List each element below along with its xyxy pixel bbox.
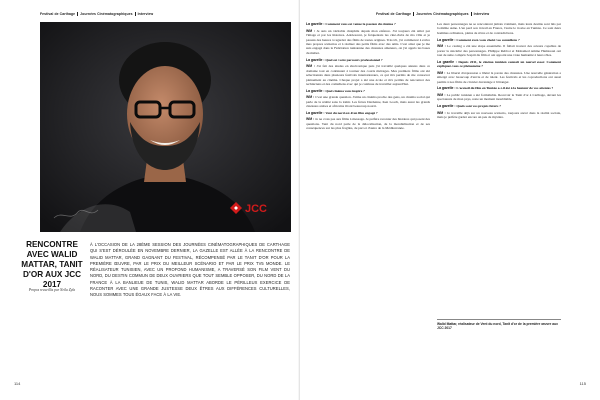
answer-text: Je suis un véritable cinéphile depuis mon enfance. J'ai toujours été attiré par l'image et par les histoires. Adolescent, je fréquentais les ciné-clubs de ma ville et je passais des heures à regarder des films de toutes origines. Très tôt, j'ai commencé à écrire mes propres scénarios et à réaliser des petits films avec des amis. C'est ainsi que je me suis engagé dans la Fédération tunisienne des cinéastes amateurs, où j'ai appris les bases du métier. (306, 28, 430, 55)
portrait-photo (40, 22, 291, 232)
article-headline: RENCONTRE AVEC WALID MATTAR, TANIT D'OR AUX JCC 2017 (21, 240, 83, 289)
question-text: Depuis 2011, le cinéma tunisien connaît un nouvel essor. Comment expliquez-vous ce phénomène ? (437, 59, 562, 69)
interview-question (306, 111, 430, 115)
interview-question (437, 38, 561, 42)
interview-question (306, 22, 430, 26)
interview-answer (437, 44, 561, 57)
question-speaker: La gazelle : (437, 37, 456, 42)
answer-text: Les deux personnages ne se rencontrent jamais vraiment, mais leurs destins sont liés par la même usine. L'un perd son travail en France, l'autre le trouve en Tunisie. Ce sont deux hommes ordinaires, pleins de rêves et de contradictions. (437, 22, 561, 35)
interview-question (306, 58, 430, 62)
answer-text: Le public tunisien a été formidable. Recevoir le Tanit d'or à Carthage, devant les spectateurs de mon pays, reste un moment inoubliable. (437, 93, 561, 102)
interview-question (437, 104, 561, 108)
question-text: Vent du nord est-il un film engagé ? (325, 110, 378, 115)
question-speaker: La gazelle : (437, 104, 456, 109)
running-head-main: Journées Cinématographiques (416, 12, 469, 16)
interview-answer (306, 95, 430, 108)
question-text: Comment avez-vous choisi vos comédiens ? (456, 37, 520, 42)
question-speaker: La gazelle : (437, 59, 457, 64)
question-text: Quel cinéma vous inspire ? (325, 88, 365, 93)
running-head-separator (135, 12, 136, 16)
question-text: Quels sont vos projets futurs ? (456, 104, 501, 109)
interview-answer (437, 22, 561, 35)
running-head-left (40, 12, 153, 16)
interview-answer (306, 64, 430, 86)
interview-answer (437, 111, 561, 120)
photo-caption: Walid Mattar, réalisateur de Vent du nord, Tanit d'or de la première œuvre aux JCC 2017 (437, 322, 558, 331)
article-byline: Propos recueillis par Neïla Zyla (28, 288, 76, 292)
interview-answer (437, 93, 561, 102)
answer-text: C'est une grande question. J'aime un cinéma proche des gens, un cinéma social qui parle de la réalité sans la trahir. Les frères Dardenne, Ken Loach, mais aussi les grands cinéastes arabes et africains m'ont beaucoup nourri. (306, 95, 430, 109)
jcc-logo-text: JCC (245, 203, 268, 215)
question-speaker: La gazelle : (306, 22, 325, 26)
interview-question (306, 89, 430, 93)
question-text: Comment vous est venue la passion du cinéma ? (325, 22, 396, 26)
interview-column-1 (306, 22, 430, 133)
answer-speaker: WM : (306, 28, 315, 33)
running-head-separator (413, 12, 414, 16)
interview-answer (306, 29, 430, 56)
answer-speaker: WM : (437, 110, 446, 115)
running-head-separator (77, 12, 78, 16)
portrait-illustration (40, 22, 291, 232)
answer-speaker: WM : (437, 93, 446, 98)
question-speaker: La gazelle : (437, 86, 456, 91)
answer-speaker: WM : (306, 95, 315, 100)
answer-text: La liberté d'expression a libéré la parole des cinéastes. Une nouvelle génération a émergé avec beaucoup d'envie et de talent. Les festivals et les coproductions ont aussi permis à nos films de circuler davantage à l'étranger. (437, 70, 562, 84)
question-speaker: La gazelle : (306, 57, 325, 62)
page-number-left: 114 (14, 381, 21, 386)
interview-answer (437, 71, 561, 84)
interview-question (437, 86, 561, 90)
answer-speaker: WM : (437, 44, 446, 49)
running-head-main: Journées Cinématographiques (80, 12, 133, 16)
running-head-right (376, 12, 489, 16)
interview-column-2 (437, 22, 561, 122)
answer-text: Je ne crois pas aux films à message. Je préfère raconter des histoires qui posent des questions. Vent du nord parle de la délocalisation, de la mondialisation et de ses conséquences sur les plus fragiles, de part et d'autre de la Méditerranée. (306, 117, 431, 131)
interview-question (437, 60, 561, 69)
question-text: L'accueil du film en Tunisie a-t-il été à la hauteur de vos attentes ? (456, 86, 554, 91)
running-head-prefix: Festival de Carthage (40, 12, 76, 16)
caption-rule (437, 319, 561, 320)
answer-speaker: WM : (306, 117, 315, 122)
answer-text: Je travaille déjà sur un nouveau scénario, toujours ancré dans la réalité sociale, mais je préfère garder encore un peu de mystère. (437, 110, 561, 120)
question-speaker: La gazelle : (306, 88, 325, 93)
answer-speaker: WM : (437, 70, 446, 75)
answer-text: J'ai fait des études en électronique puis j'ai travaillé quelques années dans ce domaine tout en continuant à tourner des courts métrages. Mes premiers films ont été sélectionnés dans plusieurs festivals internationaux, ce qui m'a permis de me consacrer pleinement au cinéma. Chaque projet a été une école et m'a permis de rencontrer des techniciens et des comédiens avec qui je continue de travailler aujourd'hui. (306, 64, 430, 86)
article-intro: À L'OCCASION DE LA 28ÈME SESSION DES JOURNÉES CINÉMATOGRAPHIQUES DE CARTHAGE QUI S'EST DÉROULÉE EN NOVEMBRE DERNIER, LA GAZELLE EST ALLÉE À LA RENCONTRE DE WALID MATTAR, GRAND GAGNANT DU FESTIVAL, RÉCOMPENSÉ PAR LE TANIT D'OR POUR LA PREMIÈRE ŒUVRE, PAR LE PRIX DU MEILLEUR SCÉNARIO ET PAR LE PRIX TV5 MONDE. LE RÉALISATEUR TUNISIEN, AVEC UN PROFOND HUMANISME, A TRAVERSÉ SON FILM VENT DU NORD, DU DESTIN COMMUN DE DEUX OUVRIERS QUE TOUT SEMBLE OPPOSER, DU NORD DE LA FRANCE À LA BANLIEUE DE TUNIS, WALID MATTAR ABORDE LE PÉRILLEUX EXERCICE DE RACONTER AVEC UNE GRANDE JUSTESSE DEUX ÊTRES AUX DIFFÉRENCES CULTURELLES, NOUS SOMMES TOUS ÉGAUX FACE À LA VIE. (90, 242, 290, 298)
question-text: Quel est votre parcours professionnel ? (325, 57, 383, 62)
interview-answer (306, 117, 430, 130)
page-number-right: 115 (579, 381, 586, 386)
running-head-prefix: Festival de Carthage (376, 12, 412, 16)
answer-speaker: WM : (306, 64, 315, 69)
running-head-tail: Interview (473, 12, 490, 16)
question-speaker: La gazelle : (306, 110, 325, 115)
running-head-tail: Interview (137, 12, 154, 16)
running-head-separator (471, 12, 472, 16)
answer-text: Le casting a été une étape essentielle. Il fallait trouver des acteurs capables de porter la sincérité des personnages. Philippe Rebbot et Mohamed Amine Hamzaoui ont tout de suite compris l'esprit du film et ont apporté une vraie humanité à leurs rôles. (437, 44, 561, 58)
